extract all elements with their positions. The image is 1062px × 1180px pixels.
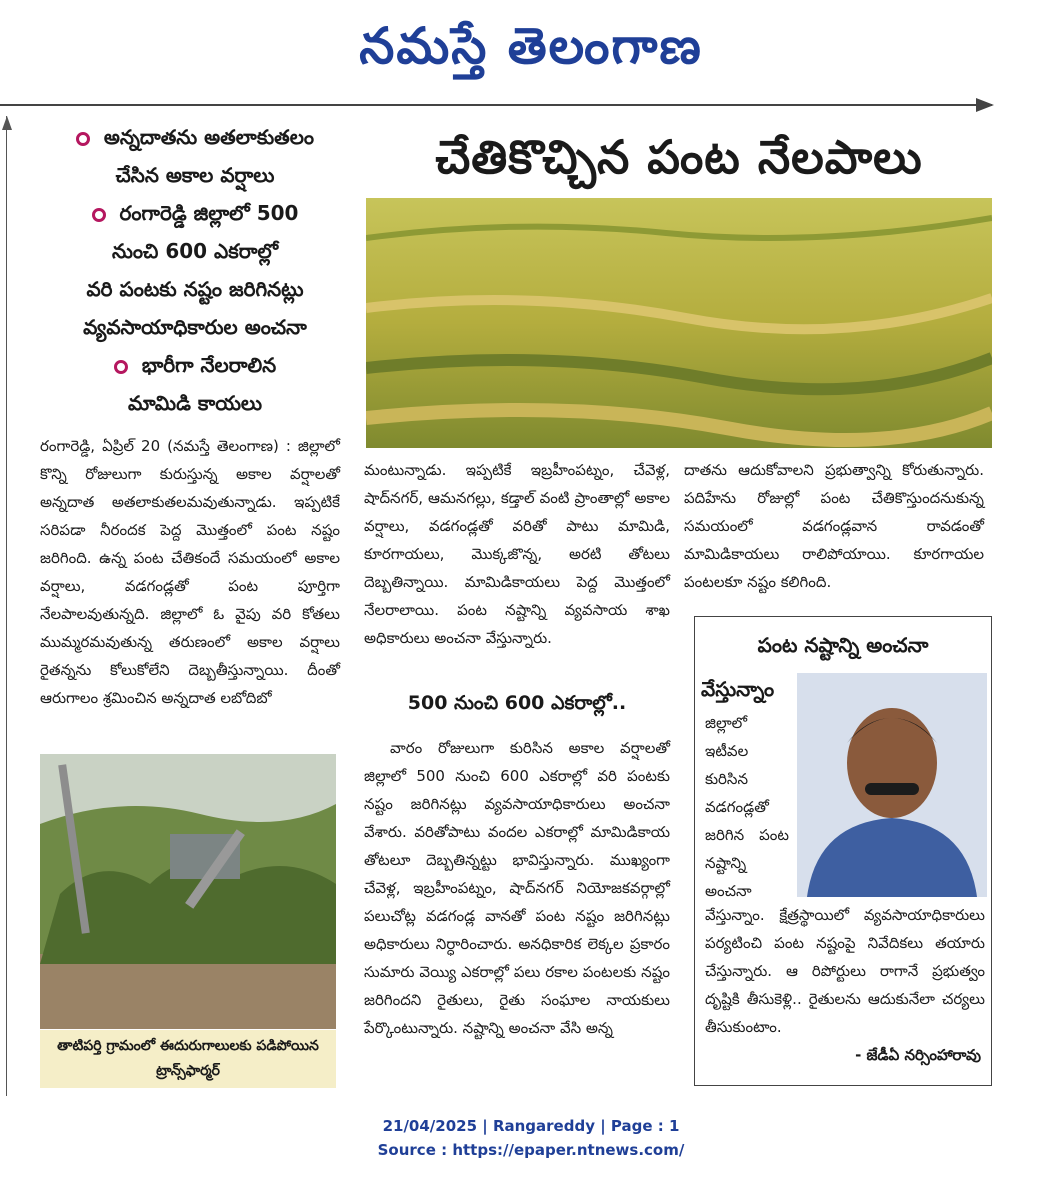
article-body-middle: మంటున్నాడు. ఇప్పటికే ఇబ్రహీంపట్నం, చేవెళ్ల, షాద్‌నగర్, ఆమనగల్లు, కడ్తాల్ వంటి ప్రాంతాల్లో అకాల వర్షాలు, వడగండ్లతో వరితో పాటు మామిడి, కూరగాయలు, మొక్కజొన్న, అరటి తోటలు దెబ్బతిన్నాయి. మామిడికాయలు పెద్ద మొత్తంలో నేలరాలాయి. పంట నష్టాన్ని వ్యవసాయ శాఖ అధికారులు అంచనా వేస్తున్నారు. <box>364 461 670 647</box>
highlight-line: మామిడి కాయలు <box>127 391 263 415</box>
highlights-box <box>40 118 350 422</box>
rule-arrow-icon <box>976 98 994 112</box>
quote-title: పంట నష్టాన్ని అంచనా <box>757 633 929 657</box>
transformer-photo <box>40 754 336 1029</box>
highlight-line: వరి పంటకు నష్టం జరిగినట్లు <box>86 277 304 301</box>
footer-source-line: Source : https://epaper.ntnews.com/ <box>377 1141 685 1159</box>
official-portrait <box>797 673 987 897</box>
paddy-field-photo <box>366 198 992 448</box>
article-body-left: రంగారెడ్డి, ఏప్రిల్ 20 (నమస్తే తెలంగాణ) : జిల్లాలో కొన్ని రోజులుగా కురుస్తున్న అకాల వర్షాలతో అన్నదాత అతలాకుతలమవుతున్నాడు. ఇప్పటికే సరిపడా నీరందక పెద్ద మొత్తంలో పంట నష్టం జరిగింది. ఉన్న పంట చేతికందే సమయంలో అకాల వర్షాలు, వడగండ్లతో పంట పూర్తిగా నేలపాలవుతున్నది. జిల్లాలో ఓ వైపు వరి కోతలు ముమ్మరమవుతున్న తరుణంలో అకాల వర్షాలు రైతన్నను కోలుకోలేని దెబ్బతీస్తున్నాయి. దీంతో ఆరుగాలం శ్రమించిన అన్నదాత లబోదిబో <box>40 437 340 707</box>
highlight-line: వ్యవసాయాధికారుల అంచనా <box>83 315 307 339</box>
highlight-line: నుంచి 600 ఎకరాల్లో <box>111 239 279 263</box>
official-quote-box <box>694 616 992 1086</box>
newspaper-title: నమస్తే తెలంగాణ <box>359 17 703 75</box>
ring-bullet-icon <box>76 132 90 146</box>
top-rule <box>0 104 992 106</box>
page-footer <box>0 1114 1062 1162</box>
ring-bullet-icon <box>92 208 106 222</box>
quote-text-narrow: జిల్లాలో ఇటీవల కురిసిన వడగండ్లతో జరిగిన పంట నష్టాన్ని అంచనా <box>705 714 789 900</box>
photo-caption: తాటిపర్తి గ్రామంలో ఈదురుగాలులకు పడిపోయిన ట్రాన్స్‌ఫార్మర్ <box>40 1030 336 1088</box>
article-body-middle-2: వారం రోజులుగా కురిసిన అకాల వర్షాలతో జిల్లాలో 500 నుంచి 600 ఎకరాల్లో వరి పంటకు నష్టం జరిగినట్లు వ్యవసాయాధికారులు అంచనా వేశారు. వరితోపాటు వందల ఎకరాల్లో మామిడికాయ తోటలూ దెబ్బతిన్నట్టు భావిస్తున్నారు. ముఖ్యంగా చేవెళ్ల, ఇబ్రహీంపట్నం, షాద్‌నగర్ నియోజకవర్గాల్లో పలుచోట్ల వడగండ్ల వానతో పంట నష్టం జరిగినట్లు అధికారులు నిర్ధారించారు. అనధికారిక లెక్కల ప్రకారం సుమారు వెయ్యి ఎకరాల్లో పలు రకాల పంటలకు నష్టం జరిగిందని రైతులు, రైతు సంఘాల నాయకులు పేర్కొంటున్నారు. నష్టాన్ని అంచనా వేసి అన్న <box>364 739 670 1037</box>
quote-title-2: వేస్తున్నాం <box>701 677 775 701</box>
highlight-line: భారీగా నేలరాలిన <box>40 346 350 384</box>
quote-text: వేస్తున్నాం. క్షేత్రస్థాయిలో వ్యవసాయాధికారులు పర్యటించి పంట నష్టంపై నివేదికలు తయారు చేస్తున్నారు. ఆ రిపోర్టులు రాగానే ప్రభుత్వం దృష్టికి తీసుకెళ్లి.. రైతులను ఆదుకునేలా చర్యలు తీసుకుంటాం. <box>705 906 985 1036</box>
quote-signature: - జేడీఏ నర్సింహారావు <box>855 1046 981 1064</box>
highlight-line: చేసిన అకాల వర్షాలు <box>115 163 275 187</box>
article-headline: చేతికొచ్చిన పంట నేలపాలు <box>435 130 923 184</box>
highlight-line: రంగారెడ్డి జిల్లాలో 500 <box>40 194 350 232</box>
article-body-right: దాతను ఆదుకోవాలని ప్రభుత్వాన్ని కోరుతున్నారు. పదిహేను రోజుల్లో పంట చేతికొస్తుందనుకున్న సమయంలో వడగండ్లవాన రావడంతో మామిడికాయలు రాలిపోయాయి. కూరగాయల పంటలకూ నష్టం కలిగింది. <box>684 461 984 591</box>
footer-date-line: 21/04/2025 | Rangareddy | Page : 1 <box>382 1117 680 1135</box>
masthead <box>0 6 1062 86</box>
ring-bullet-icon <box>114 360 128 374</box>
column-arrow-icon <box>6 116 16 1096</box>
article-subheading: 500 నుంచి 600 ఎకరాల్లో.. <box>407 692 627 714</box>
highlight-line: అన్నదాతను అతలాకుతలం <box>40 118 350 156</box>
